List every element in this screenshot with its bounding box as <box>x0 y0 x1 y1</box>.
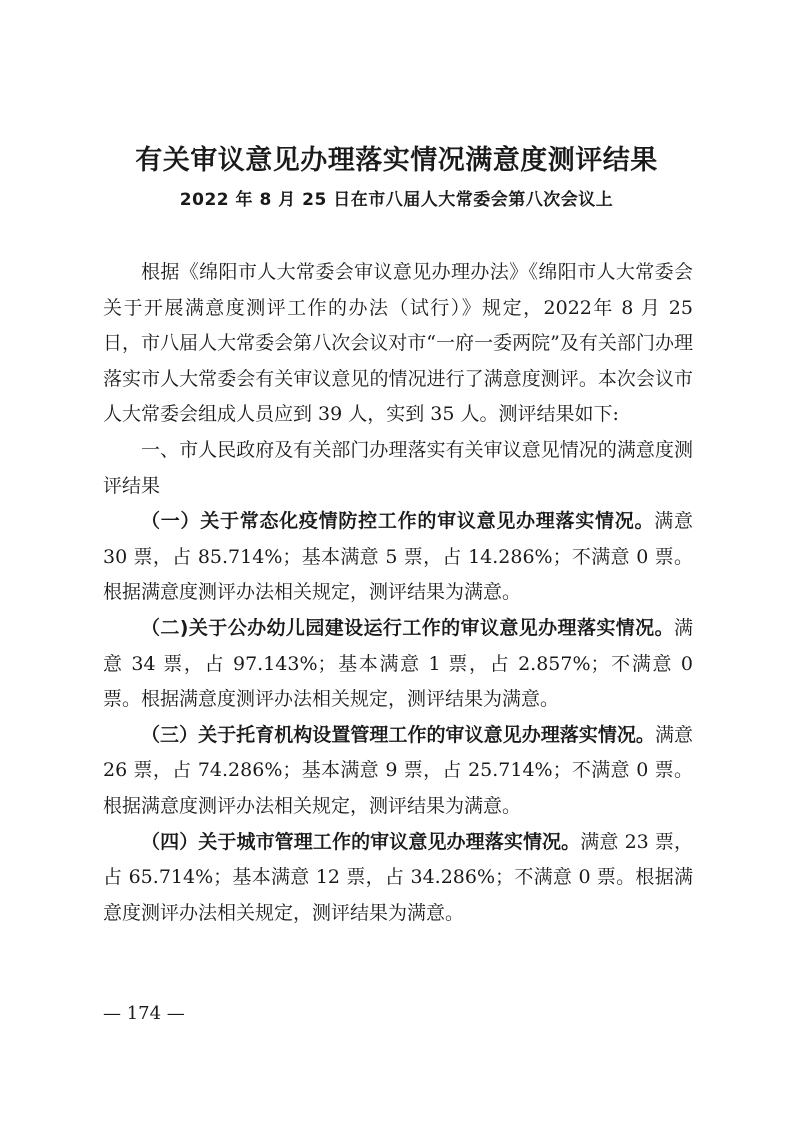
result-item-2 <box>103 611 693 718</box>
result-item-4-text: 满意 23 票，占 65.714%；基本满意 12 票，占 34.286%；不满意 0 票。根据满意度测评办法相关规定，测评结果为满意。 <box>103 830 693 924</box>
result-item-2-heading: （二)关于公办幼儿园建设运行工作的审议意见办理落实情况。 <box>141 616 674 639</box>
result-item-4-heading: （四）关于城市管理工作的审议意见办理落实情况。 <box>141 830 581 853</box>
result-item-1-text: 满意 30 票，占 85.714%；基本满意 5 票，占 14.286%；不满意 0 票。根据满意度测评办法相关规定，测评结果为满意。 <box>103 510 693 604</box>
document-body <box>103 255 693 931</box>
result-item-1-heading: （一）关于常态化疫情防控工作的审议意见办理落实情况。 <box>141 510 655 533</box>
result-item-1 <box>103 504 693 611</box>
page-number: — 174 — <box>103 1003 185 1024</box>
intro-paragraph: 根据《绵阳市人大常委会审议意见办理办法》《绵阳市人大常委会关于开展满意度测评工作的办法（试行）》规定，2022年 8 月 25 日，市八届人大常委会第八次会议对市“一府一委两院”及有关部门办理落实市人大常委会有关审议意见的情况进行了满意度测评。本次会议市人大常委会组成人员应到 39 人，实到 35 人。测评结果如下: <box>103 261 693 426</box>
result-item-3 <box>103 718 693 825</box>
section-heading: 一、市人民政府及有关部门办理落实有关审议意见情况的满意度测评结果 <box>103 438 693 497</box>
result-item-3-text: 满意 26 票，占 74.286%；基本满意 9 票，占 25.714%；不满意 0 票。根据满意度测评办法相关规定，测评结果为满意。 <box>103 723 693 817</box>
result-item-3-heading: （三）关于托育机构设置管理工作的审议意见办理落实情况。 <box>141 723 655 746</box>
document-title: 有关审议意见办理落实情况满意度测评结果 <box>135 145 658 176</box>
result-item-4 <box>103 825 693 932</box>
result-item-2-text: 满意 34 票，占 97.143%；基本满意 1 票，占 2.857%；不满意 0 票。根据满意度测评办法相关规定，测评结果为满意。 <box>103 616 693 711</box>
document-subtitle: 2022 年 8 月 25 日在市八届人大常委会第八次会议上 <box>179 190 614 210</box>
